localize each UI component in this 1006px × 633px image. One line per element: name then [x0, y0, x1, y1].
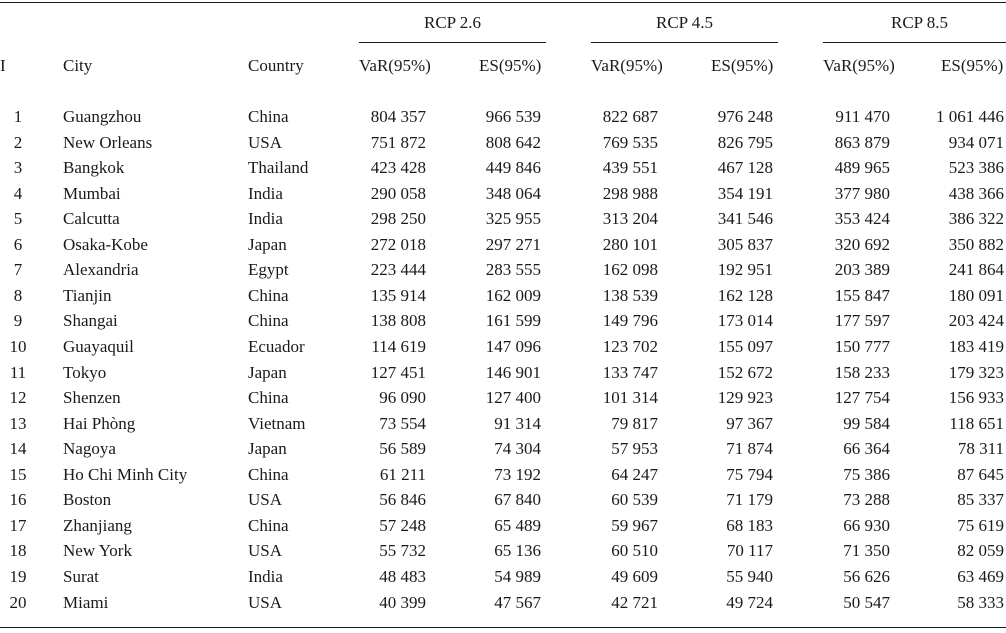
top-rule [0, 2, 1006, 3]
city-cell: Guayaquil [63, 337, 134, 356]
es-rcp45-cell: 55 940 [726, 566, 773, 586]
var-rcp85-cell: 320 692 [834, 234, 890, 254]
var-rcp26-cell: 804 357 [370, 107, 426, 126]
var-rcp85-cell: 66 364 [843, 439, 890, 459]
city-cell: Nagoya [63, 439, 116, 459]
var-rcp45-cell: 123 702 [602, 337, 658, 356]
es-rcp45-cell: 826 795 [717, 132, 773, 152]
city-cell: Boston [63, 490, 112, 510]
var-rcp85-cell: 73 288 [843, 490, 890, 510]
rank-cell: 5 [13, 209, 23, 229]
table-row [0, 590, 1006, 615]
es-rcp85-cell: 78 311 [957, 439, 1004, 459]
country-cell: Vietnam [248, 413, 306, 433]
rank-cell: 13 [9, 413, 27, 433]
var-rcp45-cell: 57 953 [611, 439, 658, 459]
group-rule-rcp85 [823, 42, 1006, 43]
var-rcp45-cell: 101 314 [602, 388, 658, 408]
var-rcp26-cell: 56 589 [379, 439, 426, 459]
es-rcp45-cell: 192 951 [717, 260, 773, 280]
es-rcp45-cell: 152 672 [717, 362, 773, 382]
country-cell: Thailand [248, 158, 309, 178]
bottom-rule [0, 627, 1006, 628]
rank-cell: 1 [13, 107, 23, 126]
country-cell: USA [248, 592, 283, 612]
var-rcp85-cell: 75 386 [843, 464, 890, 484]
city-cell: Shangai [63, 311, 118, 331]
var-rcp85-cell: 71 350 [843, 541, 890, 561]
es-rcp26-cell: 162 009 [485, 285, 541, 305]
var-rcp26-cell: 135 914 [370, 285, 426, 305]
var-rcp85-cell: 66 930 [843, 515, 890, 535]
var-rcp85-cell: 155 847 [834, 285, 890, 305]
country-cell: China [248, 311, 289, 331]
es-rcp26-cell: 127 400 [485, 388, 541, 408]
rank-cell: 2 [13, 132, 23, 152]
var-rcp45-cell: 60 510 [611, 541, 658, 561]
es-rcp85-cell: 87 645 [957, 464, 1004, 484]
rank-cell: 6 [13, 234, 23, 254]
es-rcp45-cell: 341 546 [717, 209, 773, 229]
es-rcp26-cell: 54 989 [494, 566, 541, 586]
city-cell: Bangkok [63, 158, 125, 178]
rank-cell: 18 [9, 541, 27, 561]
es-rcp85-cell: 180 091 [948, 285, 1004, 305]
table-row [0, 513, 1006, 538]
es-rcp85-cell: 179 323 [948, 362, 1004, 382]
column-header-es-rcp26: ES(95%) [479, 56, 542, 75]
var-rcp85-cell: 99 584 [843, 413, 890, 433]
es-rcp45-cell: 49 724 [726, 592, 773, 612]
var-rcp45-cell: 42 721 [611, 592, 658, 612]
rank-cell: 7 [13, 260, 23, 280]
var-rcp45-cell: 313 204 [602, 209, 658, 229]
var-rcp26-cell: 96 090 [379, 388, 426, 408]
es-rcp26-cell: 65 489 [494, 515, 541, 535]
city-cell: Calcutta [63, 209, 120, 229]
var-rcp45-cell: 138 539 [602, 285, 658, 305]
es-rcp26-cell: 47 567 [494, 592, 541, 612]
column-header-var-rcp85: VaR(95%) [823, 56, 895, 75]
es-rcp85-cell: 438 366 [948, 183, 1004, 203]
es-rcp85-cell: 934 071 [948, 132, 1004, 152]
rank-cell: 19 [9, 566, 27, 586]
es-rcp85-cell: 386 322 [948, 209, 1004, 229]
es-rcp45-cell: 155 097 [717, 337, 773, 356]
city-cell: New York [63, 541, 132, 561]
var-rcp26-cell: 127 451 [370, 362, 426, 382]
var-rcp85-cell: 489 965 [834, 158, 890, 178]
country-cell: India [248, 183, 283, 203]
es-rcp26-cell: 283 555 [485, 260, 541, 280]
rank-cell: 16 [9, 490, 27, 510]
es-rcp26-cell: 325 955 [485, 209, 541, 229]
var-rcp45-cell: 79 817 [611, 413, 658, 433]
city-cell: New Orleans [63, 132, 153, 152]
city-cell: Hai Phòng [63, 413, 136, 433]
var-rcp45-cell: 280 101 [602, 234, 658, 254]
country-cell: China [248, 388, 289, 408]
rank-cell: 3 [13, 158, 23, 178]
es-rcp26-cell: 808 642 [485, 132, 541, 152]
es-rcp26-cell: 966 539 [485, 107, 541, 126]
city-cell: Alexandria [63, 260, 139, 280]
rank-cell: 9 [13, 311, 23, 331]
table-row [0, 308, 1006, 333]
country-cell: Japan [248, 439, 287, 459]
rank-cell: 14 [9, 439, 27, 459]
es-rcp45-cell: 305 837 [717, 234, 773, 254]
es-rcp85-cell: 82 059 [957, 541, 1004, 561]
var-rcp85-cell: 863 879 [834, 132, 890, 152]
es-rcp26-cell: 67 840 [494, 490, 541, 510]
table-row [0, 232, 1006, 257]
country-cell: Japan [248, 234, 287, 254]
table-row [0, 155, 1006, 180]
var-rcp26-cell: 57 248 [379, 515, 426, 535]
var-rcp26-cell: 290 058 [370, 183, 426, 203]
column-header-city: City [63, 56, 93, 75]
es-rcp85-cell: 63 469 [957, 566, 1004, 586]
es-rcp26-cell: 91 314 [494, 413, 541, 433]
city-cell: Mumbai [63, 183, 121, 203]
rank-cell: 12 [9, 388, 27, 408]
country-cell: USA [248, 490, 283, 510]
rank-cell: 15 [9, 464, 27, 484]
es-rcp85-cell: 85 337 [957, 490, 1004, 510]
country-cell: China [248, 515, 289, 535]
var-rcp85-cell: 377 980 [834, 183, 890, 203]
group-header-rcp26: RCP 2.6 [423, 13, 481, 32]
es-rcp26-cell: 348 064 [485, 183, 541, 203]
column-header-es-rcp45: ES(95%) [711, 56, 774, 75]
es-rcp26-cell: 146 901 [485, 362, 541, 382]
var-rcp45-cell: 60 539 [611, 490, 658, 510]
city-cell: Shenzen [63, 388, 121, 408]
country-cell: India [248, 209, 283, 229]
city-cell: Zhanjiang [63, 515, 132, 535]
var-rcp85-cell: 50 547 [843, 592, 890, 612]
column-header-rank: I [0, 56, 6, 75]
column-header-var-rcp45: VaR(95%) [591, 56, 663, 75]
country-cell: Ecuador [248, 337, 305, 356]
table-row [0, 257, 1006, 282]
var-rcp85-cell: 203 389 [834, 260, 890, 280]
es-rcp85-cell: 523 386 [948, 158, 1004, 178]
var-rcp45-cell: 769 535 [602, 132, 658, 152]
table-row [0, 487, 1006, 512]
var-rcp26-cell: 40 399 [379, 592, 426, 612]
country-cell: USA [248, 132, 283, 152]
table-row [0, 104, 1006, 129]
table-row [0, 360, 1006, 385]
table-row [0, 462, 1006, 487]
rank-cell: 8 [13, 285, 23, 305]
table-row [0, 130, 1006, 155]
table-row [0, 206, 1006, 231]
var-rcp26-cell: 751 872 [370, 132, 426, 152]
es-rcp26-cell: 73 192 [494, 464, 541, 484]
es-rcp45-cell: 976 248 [717, 107, 773, 126]
es-rcp26-cell: 65 136 [494, 541, 541, 561]
es-rcp45-cell: 71 874 [726, 439, 773, 459]
es-rcp85-cell: 118 651 [949, 413, 1004, 433]
var-rcp26-cell: 55 732 [379, 541, 426, 561]
var-rcp85-cell: 56 626 [843, 566, 890, 586]
es-rcp45-cell: 71 179 [726, 490, 773, 510]
es-rcp45-cell: 75 794 [726, 464, 773, 484]
es-rcp45-cell: 129 923 [717, 388, 773, 408]
es-rcp85-cell: 241 864 [948, 260, 1004, 280]
var-rcp85-cell: 150 777 [834, 337, 890, 356]
var-rcp85-cell: 127 754 [834, 388, 890, 408]
column-header-var-rcp26: VaR(95%) [359, 56, 431, 75]
table-row [0, 181, 1006, 206]
city-cell: Tokyo [63, 362, 107, 382]
var-rcp85-cell: 353 424 [834, 209, 890, 229]
city-cell: Tianjin [63, 285, 112, 305]
city-cell: Miami [63, 592, 109, 612]
var-rcp45-cell: 298 988 [602, 183, 658, 203]
var-rcp26-cell: 223 444 [370, 260, 426, 280]
es-rcp85-cell: 1 061 446 [936, 107, 1004, 126]
group-rule-rcp45 [591, 42, 778, 43]
country-cell: China [248, 107, 289, 126]
var-rcp26-cell: 423 428 [370, 158, 426, 178]
var-rcp45-cell: 49 609 [611, 566, 658, 586]
rank-cell: 20 [9, 592, 27, 612]
country-cell: China [248, 285, 289, 305]
table-row [0, 334, 1006, 359]
es-rcp85-cell: 350 882 [948, 234, 1004, 254]
rank-cell: 4 [13, 183, 23, 203]
es-rcp26-cell: 161 599 [485, 311, 541, 331]
country-cell: USA [248, 541, 283, 561]
es-rcp45-cell: 162 128 [717, 285, 773, 305]
es-rcp45-cell: 173 014 [717, 311, 773, 331]
table-row [0, 436, 1006, 461]
es-rcp85-cell: 58 333 [957, 592, 1004, 612]
es-rcp85-cell: 203 424 [948, 311, 1004, 331]
var-rcp85-cell: 177 597 [834, 311, 890, 331]
es-rcp45-cell: 354 191 [717, 183, 773, 203]
country-cell: Egypt [248, 260, 289, 280]
country-cell: India [248, 566, 283, 586]
es-rcp26-cell: 297 271 [485, 234, 541, 254]
table-row [0, 411, 1006, 436]
es-rcp26-cell: 74 304 [494, 439, 541, 459]
es-rcp45-cell: 70 117 [726, 541, 773, 561]
var-rcp26-cell: 61 211 [379, 464, 426, 484]
country-cell: China [248, 464, 289, 484]
var-rcp85-cell: 911 470 [835, 107, 890, 126]
country-cell: Japan [248, 362, 287, 382]
table-row [0, 283, 1006, 308]
es-rcp26-cell: 449 846 [485, 158, 541, 178]
group-rule-rcp26 [359, 42, 546, 43]
var-rcp45-cell: 133 747 [602, 362, 658, 382]
var-rcp26-cell: 298 250 [370, 209, 426, 229]
table-row [0, 385, 1006, 410]
rank-cell: 17 [9, 515, 27, 535]
var-rcp45-cell: 439 551 [602, 158, 658, 178]
rank-cell: 10 [9, 337, 27, 356]
es-rcp45-cell: 68 183 [726, 515, 773, 535]
var-rcp85-cell: 158 233 [834, 362, 890, 382]
var-rcp45-cell: 59 967 [611, 515, 658, 535]
var-rcp26-cell: 73 554 [379, 413, 426, 433]
es-rcp85-cell: 75 619 [957, 515, 1004, 535]
var-rcp26-cell: 272 018 [370, 234, 426, 254]
es-rcp45-cell: 467 128 [717, 158, 773, 178]
var-rcp45-cell: 149 796 [602, 311, 658, 331]
city-cell: Surat [63, 566, 99, 586]
es-rcp26-cell: 147 096 [485, 337, 541, 356]
var-rcp26-cell: 48 483 [379, 566, 426, 586]
column-header-es-rcp85: ES(95%) [941, 56, 1004, 75]
es-rcp85-cell: 183 419 [948, 337, 1004, 356]
column-header-country: Country [248, 56, 304, 75]
rank-cell: 11 [9, 362, 27, 382]
var-rcp26-cell: 56 846 [379, 490, 426, 510]
var-rcp45-cell: 64 247 [611, 464, 658, 484]
city-cell: Osaka-Kobe [63, 234, 148, 254]
group-header-rcp85: RCP 8.5 [890, 13, 948, 32]
city-cell: Guangzhou [63, 107, 142, 126]
var-rcp45-cell: 822 687 [602, 107, 658, 126]
city-cell: Ho Chi Minh City [63, 464, 188, 484]
var-rcp26-cell: 114 619 [371, 337, 426, 356]
table-row [0, 538, 1006, 563]
var-rcp26-cell: 138 808 [370, 311, 426, 331]
table-row [0, 564, 1006, 589]
group-header-rcp45: RCP 4.5 [655, 13, 713, 32]
es-rcp45-cell: 97 367 [726, 413, 773, 433]
es-rcp85-cell: 156 933 [948, 388, 1004, 408]
var-rcp45-cell: 162 098 [602, 260, 658, 280]
